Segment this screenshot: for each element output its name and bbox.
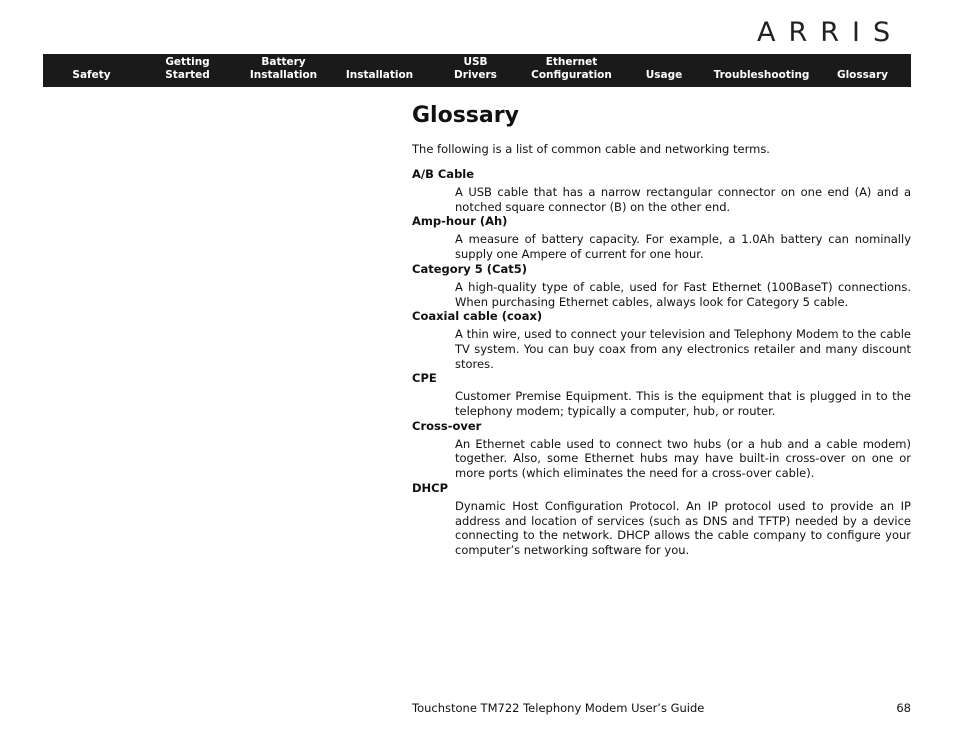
glossary-definition: Customer Premise Equipment. This is the equipment that is plugged in to the telephony modem; typically a computer, hub, or router.	[455, 389, 911, 419]
nav-item-usb-drivers[interactable]: USB Drivers	[454, 56, 497, 81]
page-title: Glossary	[412, 103, 519, 128]
glossary-definition: A thin wire, used to connect your television and Telephony Modem to the cable TV system. You can buy coax from any electronics retailer and many discount stores.	[455, 327, 911, 371]
glossary-entry	[412, 481, 911, 558]
glossary-definition: A measure of battery capacity. For example, a 1.0Ah battery can nominally supply one Ampere of current for one hour.	[455, 232, 911, 262]
top-nav-bar	[43, 54, 911, 87]
glossary-term: Coaxial cable (coax)	[412, 309, 543, 324]
glossary-term: DHCP	[412, 480, 449, 495]
nav-item-installation[interactable]: Installation	[345, 69, 414, 81]
arris-logo: ARRIS	[757, 17, 904, 48]
intro-text: The following is a list of common cable and networking terms.	[412, 142, 770, 156]
glossary-term: Category 5 (Cat5)	[412, 261, 528, 276]
main-content	[412, 100, 911, 558]
glossary-definition: An Ethernet cable used to connect two hubs (or a hub and a cable modem) together. Also, some Ethernet hubs may have built-in cross-over on one or more ports (which eliminates the need for a cross-over cable).	[455, 436, 911, 481]
glossary-entry	[412, 214, 911, 261]
glossary-term: Cross-over	[412, 418, 482, 433]
glossary-entry	[412, 167, 911, 214]
glossary-definition: A high-quality type of cable, used for Fast Ethernet (100BaseT) connections. When purchasing Ethernet cables, always look for Category 5 cable.	[455, 279, 911, 309]
glossary-definition: Dynamic Host Configuration Protocol. An IP protocol used to provide an IP address and location of services (such as DNS and TFTP) needed by a device connecting to the network. DHCP allows the cable company to configure your computer’s networking software for you.	[455, 498, 911, 557]
nav-item-battery-installation[interactable]: Battery Installation	[249, 56, 318, 81]
glossary-list	[412, 167, 911, 558]
glossary-entry	[412, 371, 911, 418]
nav-item-glossary[interactable]: Glossary	[836, 69, 889, 81]
nav-item-getting-started[interactable]: Getting Started	[165, 56, 210, 81]
page-number: 68	[896, 701, 911, 715]
nav-item-safety[interactable]: Safety	[72, 69, 111, 81]
glossary-term: Amp-hour (Ah)	[412, 214, 508, 229]
nav-item-ethernet-configuration[interactable]: Ethernet Configuration	[531, 56, 612, 81]
glossary-definition: A USB cable that has a narrow rectangular connector on one end (A) and a notched square connector (B) on the other end.	[455, 185, 911, 214]
footer-guide-title: Touchstone TM722 Telephony Modem User’s Guide	[412, 701, 705, 715]
glossary-term: CPE	[412, 371, 437, 386]
page-footer	[412, 701, 911, 716]
glossary-entry	[412, 419, 911, 481]
glossary-entry	[412, 309, 911, 371]
nav-item-usage[interactable]: Usage	[645, 69, 683, 81]
glossary-term: A/B Cable	[412, 167, 475, 181]
glossary-entry	[412, 262, 911, 309]
nav-item-troubleshooting[interactable]: Troubleshooting	[713, 69, 810, 81]
